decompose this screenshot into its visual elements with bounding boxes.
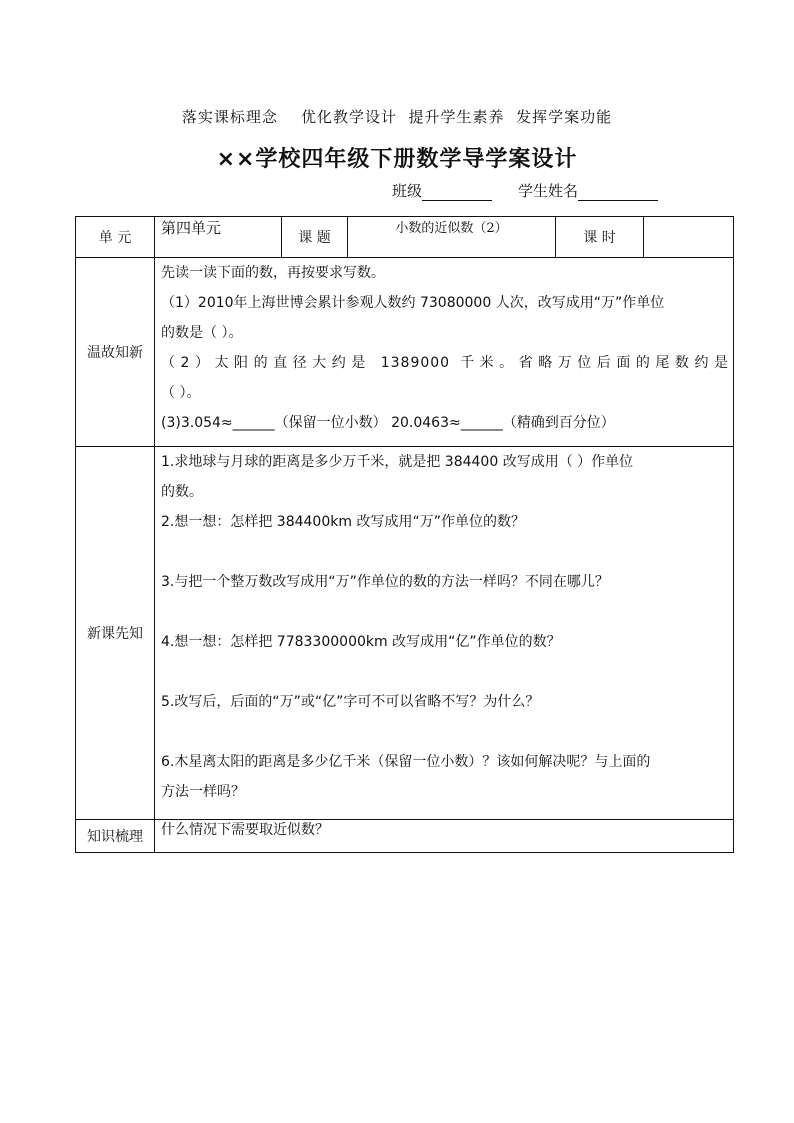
question-6-line1: 6.木星离太阳的距离是多少亿千米（保留一位小数）？该如何解决呢？与上面的 (161, 754, 651, 770)
student-info (392, 180, 658, 201)
question-1-line2: 的数。 (161, 484, 203, 500)
lesson-table (75, 216, 734, 853)
class-label: 班级 (392, 182, 423, 200)
question-5: 5.改写后，后面的“万”或“亿”字可不可以省略不写？为什么？ (161, 694, 540, 710)
header-row (76, 217, 734, 258)
review-content (155, 258, 734, 447)
question-6-line2: 方法一样吗？ (161, 784, 245, 800)
new-lesson-content (155, 447, 734, 820)
review-q3: (3)3.054≈______（保留一位小数） 20.0463≈______（精确到百分位） (161, 415, 615, 431)
question-1-line1: 1.求地球与月球的距离是多少万千米，就是把 384400 改写成用（ ）作单位 (161, 454, 634, 470)
class-blank[interactable] (422, 186, 492, 201)
unit-value: 第四单元 (155, 217, 282, 258)
review-q2-line2: （ ）。 (161, 385, 201, 401)
page-title: ××学校四年级下册数学导学案设计 (216, 147, 578, 172)
slogan: 落实课标理念 优化教学设计 提升学生素养 发挥学案功能 (181, 108, 613, 126)
topic-value: 小数的近似数（2） (348, 217, 556, 258)
review-q2-line1: （2）太阳的直径大约是 1389000 千米。省略万位后面的尾数约是 (161, 355, 729, 371)
summary-content (155, 820, 734, 853)
new-lesson-label: 新课先知 (76, 447, 155, 820)
topic-label: 课 题 (282, 217, 348, 258)
student-name-blank[interactable] (578, 186, 658, 201)
review-intro: 先读一读下面的数，再按要求写数。 (161, 265, 385, 281)
new-lesson-row (76, 447, 734, 820)
period-label: 课 时 (556, 217, 644, 258)
question-3: 3.与把一个整万数改写成用“万”作单位的数的方法一样吗？不同在哪儿？ (161, 574, 609, 590)
review-q1-line1: （1）2010年上海世博会累计参观人数约 73080000 人次，改写成用“万”作单位 (161, 295, 665, 311)
summary-text: 什么情况下需要取近似数？ (161, 822, 329, 838)
unit-label: 单 元 (76, 217, 155, 258)
question-4: 4.想一想：怎样把 7783300000km 改写成用“亿”作单位的数？ (161, 634, 561, 650)
summary-row (76, 820, 734, 853)
student-name-label: 学生姓名 (518, 182, 579, 200)
review-row (76, 258, 734, 447)
summary-label: 知识梳理 (76, 820, 155, 853)
period-value[interactable] (644, 217, 734, 258)
question-2: 2.想一想：怎样把 384400km 改写成用“万”作单位的数？ (161, 514, 525, 530)
review-q1-line2: 的数是（ ）。 (161, 325, 243, 341)
review-label: 温故知新 (76, 258, 155, 447)
